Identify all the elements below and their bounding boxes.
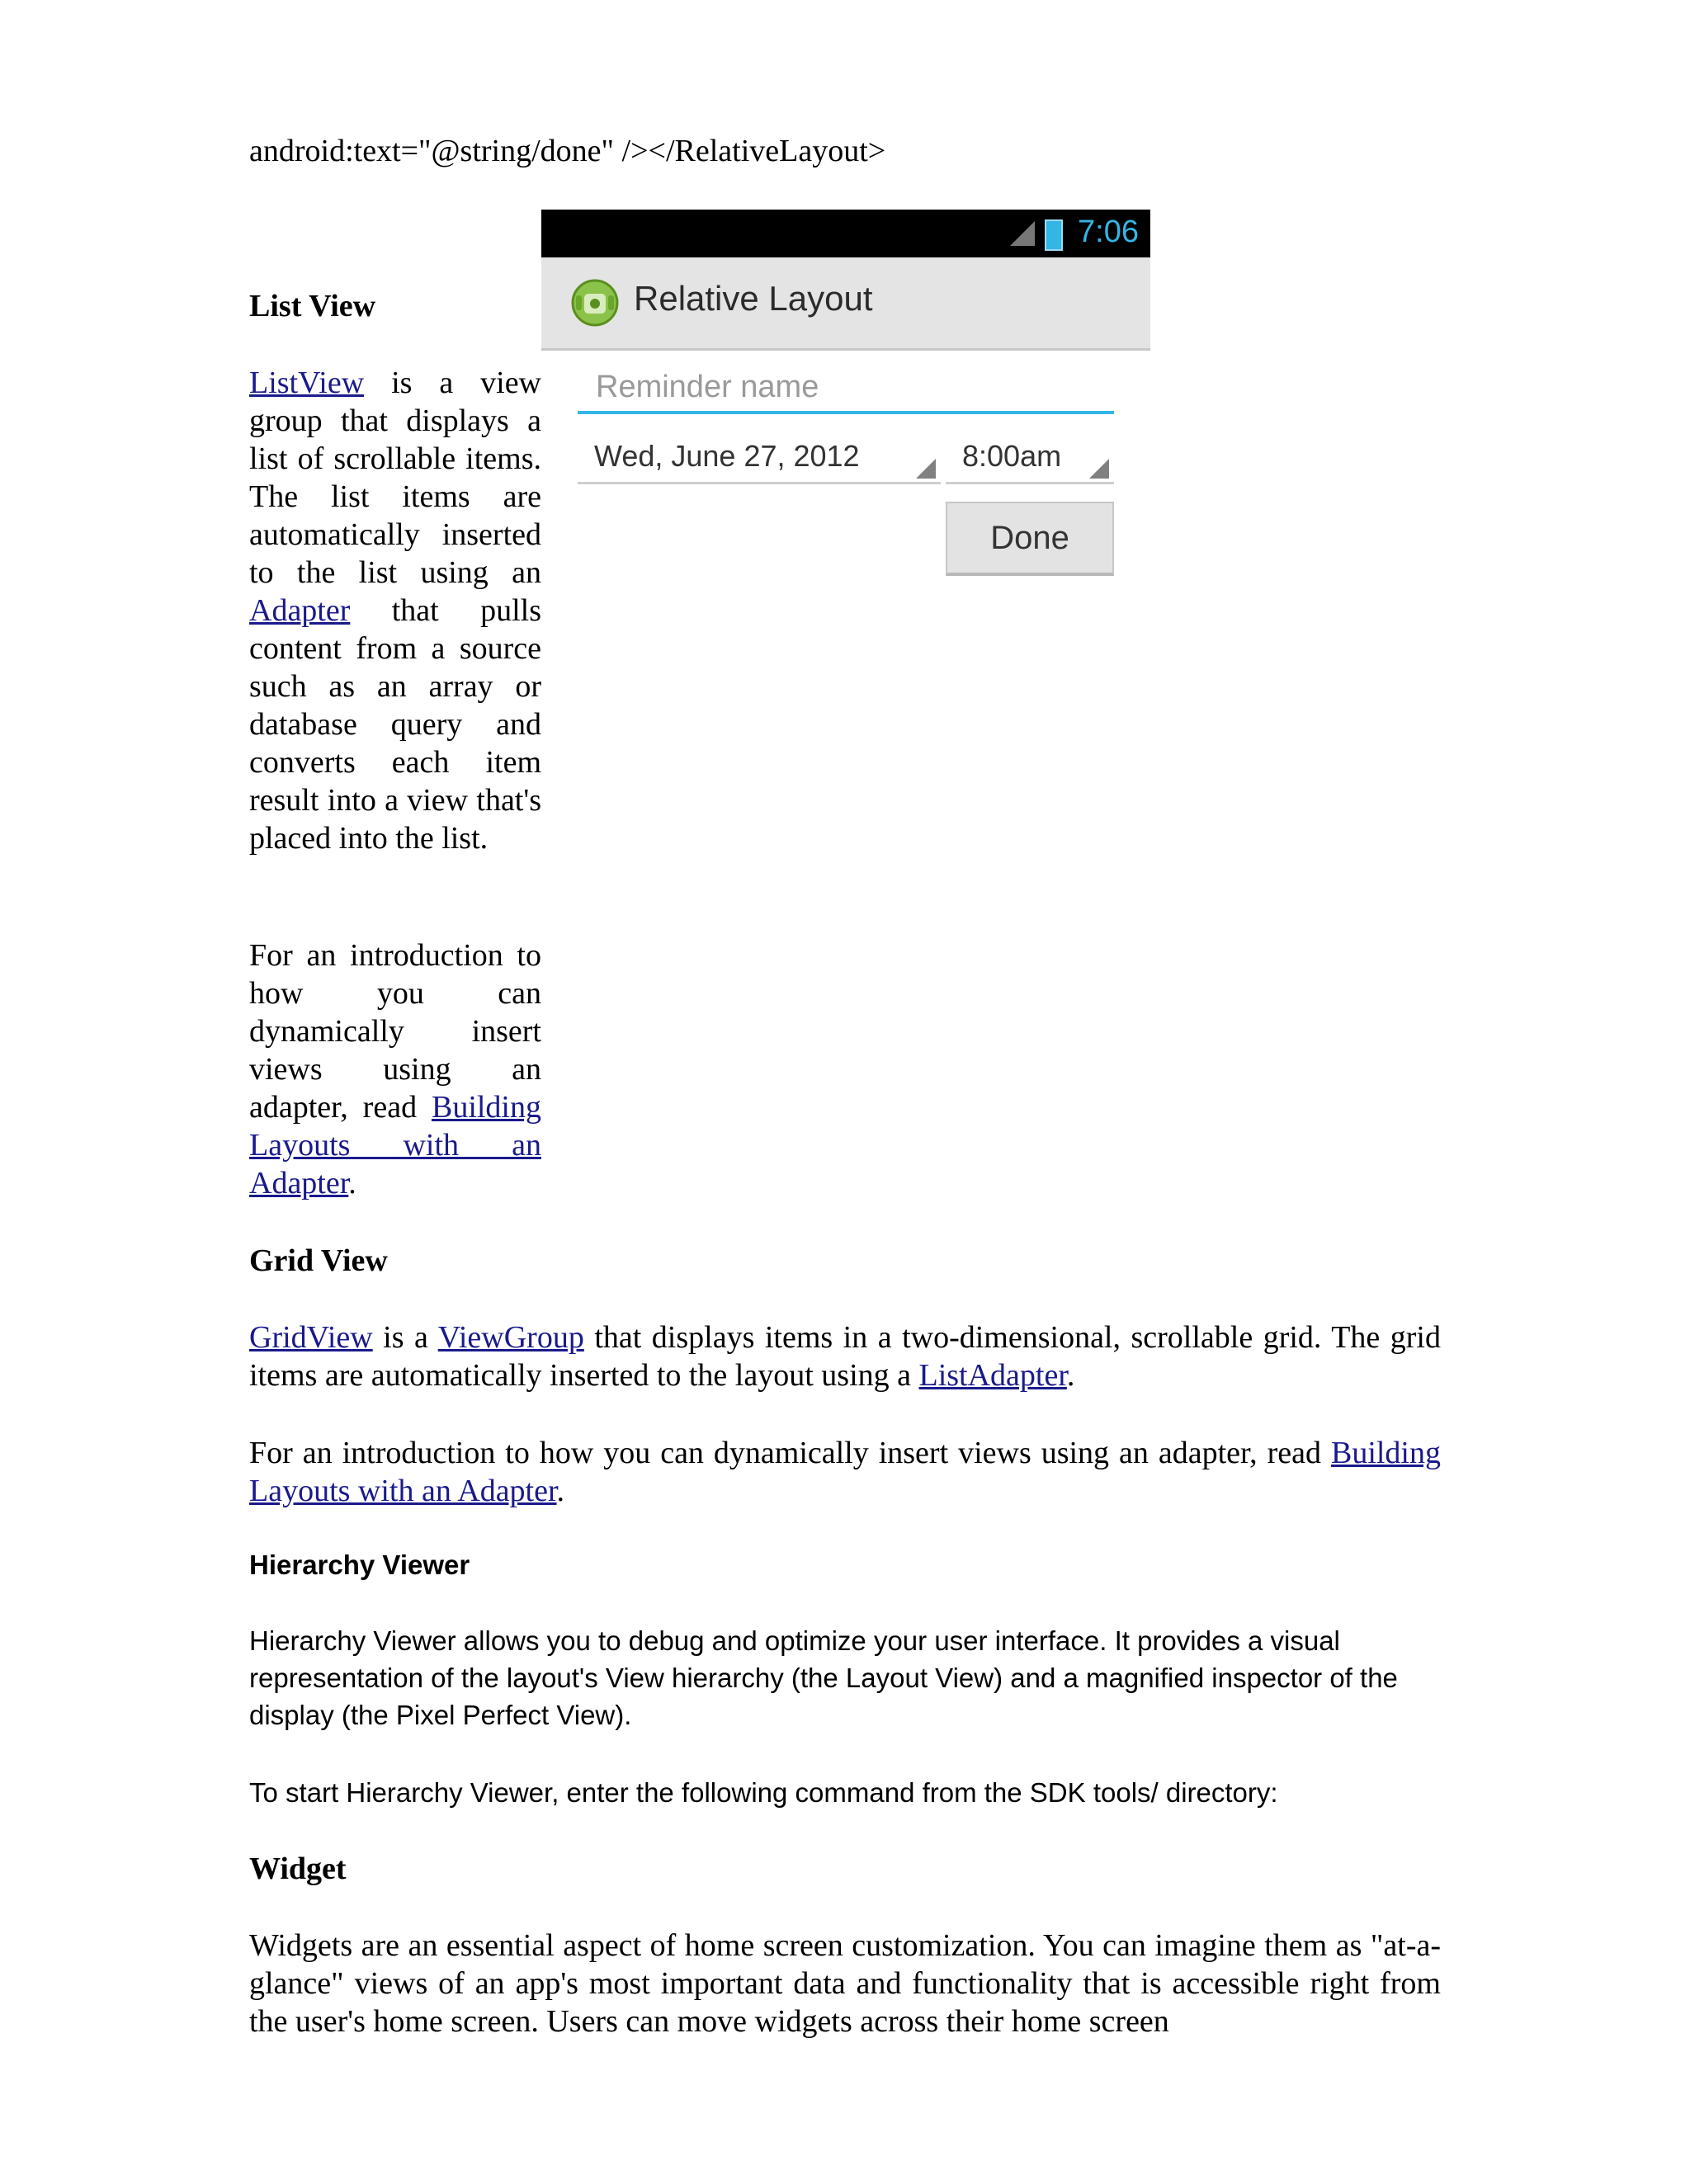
reminder-placeholder: Reminder name bbox=[596, 370, 819, 404]
app-title: Relative Layout bbox=[634, 279, 873, 318]
hierarchy-viewer-heading: Hierarchy Viewer bbox=[249, 1550, 470, 1580]
listview-link[interactable]: ListView bbox=[249, 366, 365, 400]
relative-layout-screenshot bbox=[541, 210, 1150, 1208]
viewgroup-link[interactable]: ViewGroup bbox=[437, 1320, 584, 1355]
building-layouts-link[interactable]: Building Layouts with an Adapter bbox=[249, 1090, 541, 1200]
list-view-paragraph: ListView is a view group that displays a list of scrollable items. The list items are automatically inserted to the list using an Adapter that pulls content from a source such as an array or database query and converts each item result into a view that's placed into the list. bbox=[249, 366, 541, 856]
action-bar bbox=[541, 257, 1150, 351]
grid-view-intro-paragraph: For an introduction to how you can dynamically insert views using an adapter, read Building Layouts with an Adapter. bbox=[249, 1436, 1441, 1508]
time-spinner[interactable] bbox=[946, 432, 1114, 484]
adapter-link[interactable]: Adapter bbox=[249, 593, 351, 628]
done-button[interactable]: Done bbox=[946, 502, 1114, 576]
grid-view-heading: Grid View bbox=[249, 1243, 388, 1278]
date-spinner[interactable] bbox=[578, 432, 941, 484]
gridview-link[interactable]: GridView bbox=[249, 1320, 373, 1355]
widget-heading: Widget bbox=[249, 1851, 347, 1886]
dropdown-corner-icon bbox=[1089, 459, 1109, 479]
grid-view-paragraph: GridView is a ViewGroup that displays items in a two-dimensional, scrollable grid. The grid items are automatically inserted to the layout using a ListAdapter. bbox=[249, 1320, 1441, 1393]
status-time: 7:06 bbox=[1078, 215, 1139, 249]
battery-icon bbox=[1045, 219, 1063, 251]
listadapter-link[interactable]: ListAdapter bbox=[918, 1358, 1067, 1393]
signal-icon bbox=[1010, 221, 1035, 246]
list-view-intro-paragraph: For an introduction to how you can dynamically insert views using an adapter, read Building Layouts with an Adapter. bbox=[249, 938, 541, 1200]
time-value: 8:00am bbox=[962, 439, 1062, 473]
hierarchy-viewer-command-paragraph: To start Hierarchy Viewer, enter the following command from the SDK tools/ directory: bbox=[249, 1777, 1278, 1808]
dropdown-corner-icon bbox=[916, 459, 936, 479]
code-line: android:text="@string/done" /></RelativeLayout> bbox=[249, 134, 886, 168]
reminder-name-input[interactable] bbox=[578, 363, 1114, 414]
building-layouts-link-2[interactable]: Building Layouts with an Adapter bbox=[249, 1436, 1441, 1508]
android-app-icon bbox=[569, 277, 621, 328]
status-bar bbox=[541, 210, 1150, 257]
date-value: Wed, June 27, 2012 bbox=[594, 439, 860, 473]
list-view-heading: List View bbox=[249, 289, 376, 323]
hierarchy-viewer-paragraph: Hierarchy Viewer allows you to debug and optimize your user interface. It provides a visual representation of the layout's View hierarchy (the Layout View) and a magnified inspector of the display (the Pixel Perfect View). bbox=[249, 1625, 1398, 1730]
widget-paragraph: Widgets are an essential aspect of home screen customization. You can imagine them as "at-a-glance" views of an app's most important data and functionality that is accessible right from the user's home screen. Users can move widgets across their home screen bbox=[249, 1928, 1441, 2039]
